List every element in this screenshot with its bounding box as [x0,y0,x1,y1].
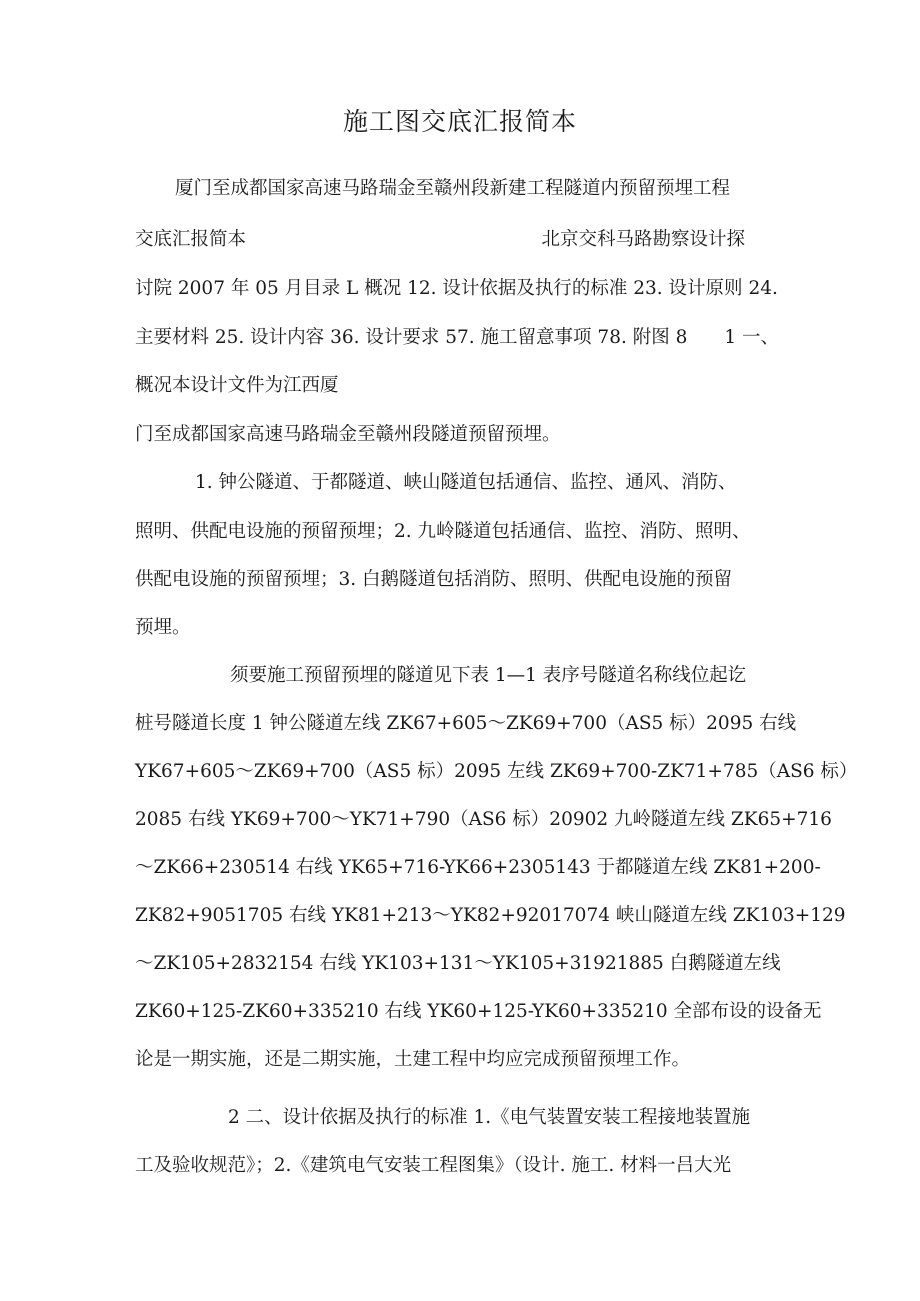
text-line-split [135,225,745,255]
text-line: 北京交科马路勘察设计探 [541,229,745,250]
text-line: 2085 右线 YK69+700～YK71+790（AS6 标）20902 九岭隧道左线 ZK65+716 [135,809,832,830]
page-title: 施工图交底汇报简本 [342,107,577,136]
text-line: 交底汇报简本 [135,229,247,250]
text-line: 1. 钟公隧道、于都隧道、峡山隧道包括通信、监控、通风、消防、 [195,472,737,493]
text-line: 厦门至成都国家高速马路瑞金至赣州段新建工程隧道内预留预埋工程 [175,178,731,199]
text-line: 照明、供配电设施的预留预埋；2. 九岭隧道包括通信、监控、消防、照明、 [135,521,751,542]
text-line: ZK82+9051705 右线 YK81+213～YK82+92017074 峡山隧道左线 ZK103+129 [135,905,846,926]
text-line: 须要施工预留预埋的隧道见下表 1—1 表序号隧道名称线位起讫 [230,665,747,686]
text-line: 概况本设计文件为江西厦 [135,375,339,396]
text-line: 2 二、设计依据及执行的标准 1.《电气装置安装工程接地装置施 [228,1107,751,1128]
text-line: 论是一期实施，还是二期实施，土建工程中均应完成预留预埋工作。 [135,1049,691,1070]
text-line: 桩号隧道长度 1 钟公隧道左线 ZK67+605～ZK69+700（AS5 标）2095 右线 [135,713,797,734]
text-line: 门至成都国家高速马路瑞金至赣州段隧道预留预埋。 [135,424,561,445]
text-line: 主要材料 25. 设计内容 36. 设计要求 57. 施工留意事项 78. 附图 8 1 一、 [135,327,780,348]
text-line: 供配电设施的预留预埋；3. 白鹅隧道包括消防、照明、供配电设施的预留 [135,569,733,590]
text-line: ～ZK105+2832154 右线 YK103+131～YK105+31921885 白鹅隧道左线 [135,953,781,974]
text-line: 工及验收规范》；2.《建筑电气安装工程图集》（设计. 施工. 材料一吕大光 [135,1155,732,1176]
text-line: 预埋。 [135,617,191,638]
text-line: YK67+605～ZK69+700（AS5 标）2095 左线 ZK69+700-ZK71+785（AS6 标） [135,761,858,782]
text-line: ZK60+125-ZK60+335210 右线 YK60+125-YK60+335210 全部布设的设备无 [135,1001,822,1022]
text-line: ～ZK66+230514 右线 YK65+716-YK66+2305143 于都隧道左线 ZK81+200- [135,857,821,878]
text-line: 讨院 2007 年 05 月目录 L 概况 12. 设计依据及执行的标准 23. 设计原则 24. [135,278,778,299]
